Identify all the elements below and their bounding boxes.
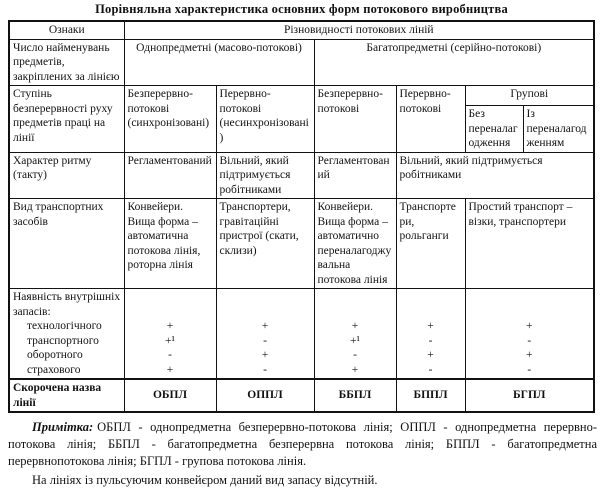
stock-value: +¹ bbox=[350, 334, 360, 347]
stock-value: + bbox=[427, 349, 434, 361]
stock-item: технологічного bbox=[27, 320, 102, 332]
stock-value: + bbox=[166, 363, 174, 376]
rhythm-single-continuous-cell: Регламентований bbox=[124, 152, 216, 199]
rhythm-multi-continuous-cell: Регламентований bbox=[314, 152, 396, 199]
page-title: Порівняльна характеристика основних форм потокового виробництва bbox=[95, 2, 508, 16]
continuity-row-top bbox=[9, 86, 594, 106]
transport-row bbox=[9, 199, 594, 289]
stock-value: + bbox=[166, 320, 174, 332]
spacer bbox=[400, 290, 462, 319]
continuity-multi-interrupted-cell: Перервно-потокові bbox=[396, 86, 465, 153]
transport-group-cell: Простий транспорт – візки, транспортери bbox=[465, 199, 594, 289]
stock-value: + bbox=[526, 349, 533, 361]
note-primitka bbox=[8, 419, 597, 470]
continuity-row-label: Ступінь безперервності руху предметів праці на лінії bbox=[9, 86, 124, 153]
table-header-row bbox=[9, 21, 594, 39]
rhythm-row bbox=[9, 152, 594, 199]
stock-value: + bbox=[261, 349, 269, 361]
rhythm-single-interrupted-cell: Вільний, який підтримується робітниками bbox=[216, 152, 314, 199]
continuity-multi-continuous-cell: Безперервно-потокові bbox=[314, 86, 396, 153]
transport-single-continuous-cell: Конвейери. Вища форма – автоматична потокова лінія, роторна лінія bbox=[124, 199, 216, 289]
stock-value: + bbox=[351, 320, 359, 332]
transport-single-interrupted-cell: Транспортери, гравітаційні пристрої (скати, склизи) bbox=[216, 199, 314, 289]
stocks-values-obpl bbox=[124, 289, 216, 380]
items-row-label: Число найменувань предметів, закріплених за лінією bbox=[9, 39, 124, 86]
header-varieties-cell: Різновидності потокових ліній bbox=[124, 21, 594, 39]
note-label: Примітка: bbox=[32, 420, 94, 434]
abbrev-bbpl-cell: ББПЛ bbox=[314, 379, 396, 412]
note-footnote: На лініях із пульсуючим конвейєром даний вид запасу відсутній. bbox=[32, 473, 378, 487]
spacer bbox=[318, 290, 393, 319]
stock-value: - bbox=[263, 334, 267, 347]
stock-value: - bbox=[428, 363, 433, 376]
stock-value: - bbox=[527, 363, 532, 376]
notes-section bbox=[8, 419, 597, 489]
stocks-item-list bbox=[13, 319, 121, 377]
rhythm-multi-rest-cell: Вільний, який підтримується робітниками bbox=[396, 152, 594, 199]
abbrev-row-label: Скорочена назва лінії bbox=[9, 379, 124, 412]
stock-value: - bbox=[428, 334, 433, 347]
abbrev-bppl-cell: БППЛ bbox=[396, 379, 465, 412]
abbrev-row bbox=[9, 379, 594, 412]
header-features-cell: Ознаки bbox=[9, 21, 124, 39]
transport-row-label: Вид транспортних засобів bbox=[9, 199, 124, 289]
stock-item: транспортного bbox=[27, 334, 99, 347]
stocks-values-oppl bbox=[216, 289, 314, 380]
stock-value: + bbox=[351, 363, 359, 376]
stock-item: страхового bbox=[27, 363, 81, 376]
stock-value: +¹ bbox=[165, 334, 175, 347]
spacer bbox=[220, 290, 311, 319]
stocks-row-label: Наявність внутрішніх запасів: bbox=[13, 291, 121, 318]
stock-value: - bbox=[168, 349, 172, 361]
continuity-single-interrupted-cell: Перервно-потокові (несинхронізовані) bbox=[216, 86, 314, 153]
transport-multi-continuous-cell: Конвейери. Вища форма – автоматично переналагоджувальна потокова лінія bbox=[314, 199, 396, 289]
stocks-values-bppl bbox=[396, 289, 465, 380]
comparison-table bbox=[8, 20, 595, 413]
items-multi-subject-cell: Багатопредметні (серійно-потокові) bbox=[314, 39, 594, 86]
stocks-row bbox=[9, 289, 594, 380]
spacer bbox=[128, 290, 213, 319]
abbrev-obpl-cell: ОБПЛ bbox=[124, 379, 216, 412]
stock-value: + bbox=[261, 320, 269, 332]
stock-value: + bbox=[526, 320, 533, 332]
stock-value: - bbox=[263, 363, 267, 376]
continuity-group-header-cell: Групові bbox=[465, 86, 594, 106]
transport-multi-interrupted-cell: Транспортери, рольганги bbox=[396, 199, 465, 289]
continuity-group-with-cell: Із переналагодженням bbox=[523, 106, 594, 153]
continuity-single-continuous-cell: Безперервно-потокові (синхронізовані) bbox=[124, 86, 216, 153]
stock-value: - bbox=[353, 349, 357, 361]
spacer bbox=[469, 290, 591, 319]
stock-value: - bbox=[527, 334, 532, 347]
note-text: ОБПЛ - однопредметна безперервно-потокова лінія; ОППЛ - однопредметна перервно-потокова лінія; ББПЛ - багатопредметна безперервна потокова лінія; БППЛ - багатопредметна перервнопотокова лінія; БГПЛ - групова потокова лінія. bbox=[8, 420, 597, 468]
rhythm-row-label: Характер ритму (такту) bbox=[9, 152, 124, 199]
stocks-values-bbpl bbox=[314, 289, 396, 380]
abbrev-bgpl-cell: БГПЛ bbox=[465, 379, 594, 412]
stock-value: + bbox=[427, 320, 434, 332]
stocks-row-label-cell bbox=[9, 289, 124, 380]
stocks-values-bgpl bbox=[465, 289, 594, 380]
items-row bbox=[9, 39, 594, 86]
stock-item: оборотного bbox=[27, 349, 83, 361]
items-single-subject-cell: Однопредметні (масово-потокові) bbox=[124, 39, 314, 86]
continuity-group-without-cell: Без переналагодження bbox=[465, 106, 523, 153]
abbrev-oppl-cell: ОППЛ bbox=[216, 379, 314, 412]
